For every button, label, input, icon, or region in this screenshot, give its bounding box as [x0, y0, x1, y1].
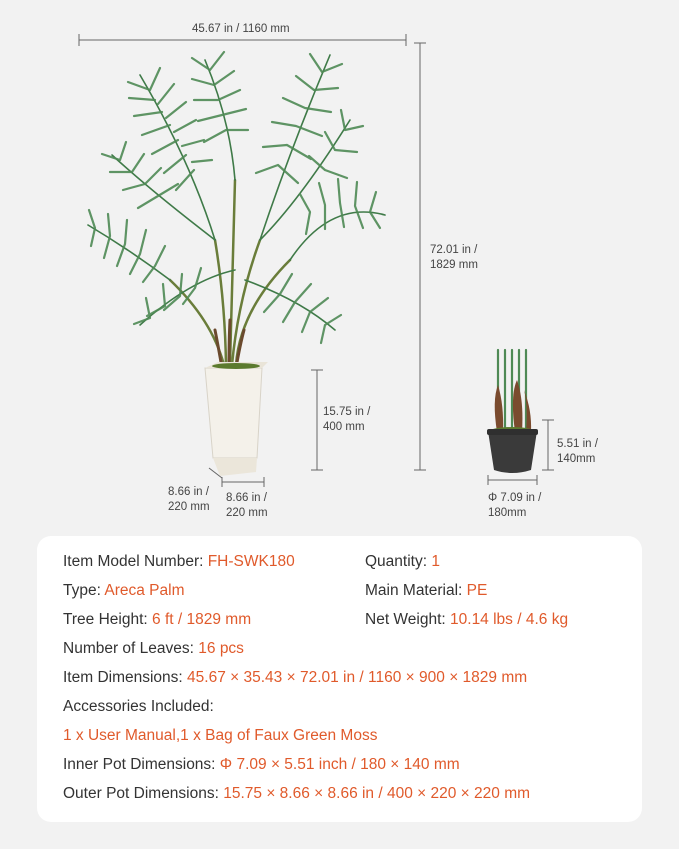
spec-leaves: [63, 639, 244, 659]
specifications-card: [37, 536, 642, 822]
spec-material-value: PE: [466, 582, 488, 599]
spec-accessories-heading: [63, 697, 214, 717]
small-potted-plant: [487, 350, 538, 473]
spec-outer-pot-value: 15.75 × 8.66 × 8.66 in / 400 × 220 × 220 mm: [223, 785, 531, 802]
spec-net-weight: [365, 610, 568, 630]
palm-fronds: [88, 52, 385, 368]
white-pot: [205, 362, 268, 476]
spec-model-value: FH-SWK180: [207, 553, 295, 570]
spec-model: [63, 552, 295, 572]
small-pot-height-dimension-line: [542, 420, 554, 470]
spec-tree-height-label: Tree Height:: [63, 611, 153, 628]
spec-tree-height-value: 6 ft / 1829 mm: [152, 611, 252, 628]
spec-quantity-label: Quantity:: [365, 553, 432, 570]
spec-net-weight-label: Net Weight:: [365, 611, 451, 628]
spec-type: [63, 581, 185, 601]
spec-net-weight-value: 10.14 lbs / 4.6 kg: [450, 611, 569, 628]
pot-depth-label-line2: 220 mm: [168, 501, 210, 513]
spec-accessories-value: 1 x User Manual,1 x Bag of Faux Green Moss: [63, 727, 378, 744]
spec-type-label: Type:: [63, 582, 105, 599]
small-pot-height-label-line2: 140mm: [557, 453, 596, 465]
spec-outer-pot-label: Outer Pot Dimensions:: [63, 785, 224, 802]
spec-leaves-value: 16 pcs: [198, 640, 244, 657]
pot-height-label-line2: 400 mm: [323, 421, 365, 433]
spec-model-label: Item Model Number:: [63, 553, 208, 570]
pot-height-label-line1: 15.75 in /: [323, 406, 371, 418]
small-pot-diameter-label-line1: Φ 7.09 in /: [488, 492, 542, 504]
spec-accessories: [63, 726, 377, 746]
spec-accessories-label: Accessories Included:: [63, 698, 214, 715]
small-pot-diameter-dimension-line: [488, 475, 537, 485]
pot-width-label-line1: 8.66 in /: [226, 492, 267, 504]
spec-quantity-value: 1: [431, 553, 440, 570]
spec-inner-pot: [63, 755, 460, 775]
spec-material: [365, 581, 487, 601]
pot-width-label-line2: 220 mm: [226, 507, 268, 519]
small-pot-height-label-line1: 5.51 in /: [557, 438, 598, 450]
spec-type-value: Areca Palm: [104, 582, 185, 599]
spec-quantity: [365, 552, 440, 572]
height-dimension-line: [414, 43, 426, 470]
spec-inner-pot-value: Φ 7.09 × 5.51 inch / 180 × 140 mm: [219, 756, 460, 773]
spec-outer-pot: [63, 784, 530, 804]
spec-item-dimensions: [63, 668, 527, 688]
spec-leaves-label: Number of Leaves:: [63, 640, 199, 657]
overall-height-label-line2: 1829 mm: [430, 259, 478, 271]
spec-inner-pot-label: Inner Pot Dimensions:: [63, 756, 220, 773]
pot-width-dimension-line: [222, 477, 264, 487]
spec-item-dimensions-label: Item Dimensions:: [63, 669, 188, 686]
pot-depth-label-line1: 8.66 in /: [168, 486, 209, 498]
small-pot-diameter-label-line2: 180mm: [488, 507, 527, 519]
overall-width-label: 45.67 in / 1160 mm: [192, 23, 290, 35]
overall-height-label-line1: 72.01 in /: [430, 244, 478, 256]
spec-item-dimensions-value: 45.67 × 35.43 × 72.01 in / 1160 × 900 × 1829 mm: [187, 669, 528, 686]
pot-height-dimension-line: [311, 370, 323, 470]
spec-material-label: Main Material:: [365, 582, 467, 599]
spec-tree-height: [63, 610, 251, 630]
